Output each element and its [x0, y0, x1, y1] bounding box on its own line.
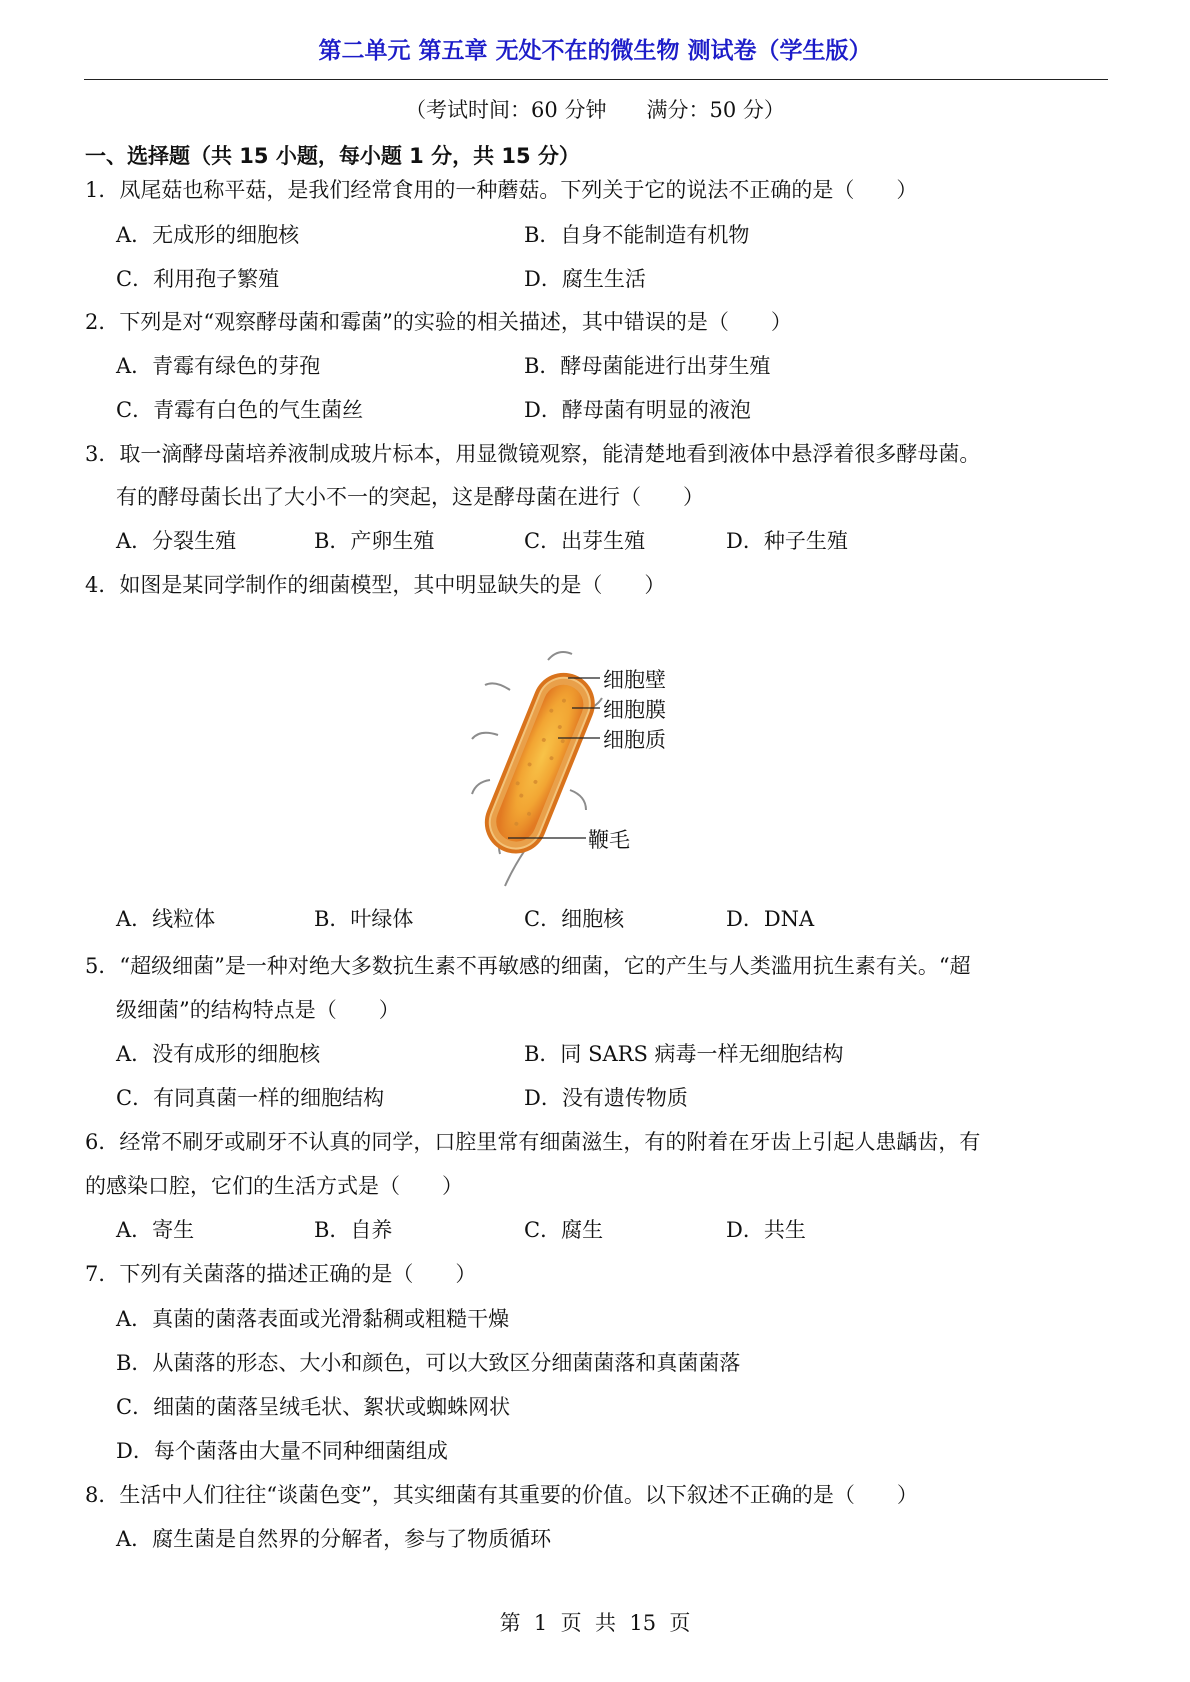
page-number: 第 1 页 共 15 页: [499, 1611, 691, 1635]
question-3-option-b: B．产卵生殖: [314, 529, 435, 553]
label-flagellum: 鞭毛: [588, 828, 630, 852]
question-6-option-c: C．腐生: [524, 1218, 604, 1242]
question-2-option-a: A．青霉有绿色的芽孢: [116, 354, 321, 378]
question-7-option-d: D．每个菌落由大量不同种细菌组成: [116, 1439, 448, 1463]
question-1-option-b: B．自身不能制造有机物: [524, 223, 750, 247]
question-5-stem-line-1: 5．“超级细菌”是一种对绝大多数抗生素不再敏感的细菌，它的产生与人类滥用抗生素有关。“超: [85, 954, 971, 978]
question-6-option-d: D．共生: [726, 1218, 806, 1242]
question-5-option-b: B．同 SARS 病毒一样无细胞结构: [524, 1042, 844, 1066]
question-3-option-a: A．分裂生殖: [116, 529, 237, 553]
question-1-option-c: C．利用孢子繁殖: [116, 267, 280, 291]
label-cell-wall: 细胞壁: [603, 668, 666, 692]
question-6-stem-line-2: 的感染口腔，它们的生活方式是（ ）: [85, 1174, 463, 1198]
question-1-option-d: D．腐生生活: [524, 267, 646, 291]
page-title: 第二单元 第五章 无处不在的微生物 测试卷（学生版）: [318, 38, 872, 64]
question-7-option-c: C．细菌的菌落呈绒毛状、絮状或蜘蛛网状: [116, 1395, 511, 1419]
question-2-option-d: D．酵母菌有明显的液泡: [524, 398, 751, 422]
question-5-option-a: A．没有成形的细胞核: [116, 1042, 321, 1066]
question-8-option-a: A．腐生菌是自然界的分解者，参与了物质循环: [116, 1527, 552, 1551]
question-7-option-a: A．真菌的菌落表面或光滑黏稠或粗糙干燥: [116, 1307, 510, 1331]
question-4-option-c: C．细胞核: [524, 907, 625, 931]
question-3-stem-line-2: 有的酵母菌长出了大小不一的突起，这是酵母菌在进行（ ）: [116, 485, 704, 509]
question-1-option-a: A．无成形的细胞核: [116, 223, 300, 247]
question-3-option-d: D．种子生殖: [726, 529, 848, 553]
label-cytoplasm: 细胞质: [603, 728, 666, 752]
question-4-option-d: D．DNA: [726, 907, 815, 931]
question-6-option-b: B．自养: [314, 1218, 393, 1242]
question-8-stem: 8．生活中人们往往“谈菌色变”，其实细菌有其重要的价值。以下叙述不正确的是（ ）: [85, 1483, 918, 1507]
question-2-option-b: B．酵母菌能进行出芽生殖: [524, 354, 771, 378]
section-title: 一、选择题（共 15 小题，每小题 1 分，共 15 分）: [85, 144, 580, 168]
bacterial-cell: [475, 663, 604, 862]
question-2-stem: 2．下列是对“观察酵母菌和霉菌”的实验的相关描述，其中错误的是（ ）: [85, 310, 792, 334]
question-2-option-c: C．青霉有白色的气生菌丝: [116, 398, 364, 422]
question-6-option-a: A．寄生: [116, 1218, 195, 1242]
bacteria-diagram: [470, 650, 730, 890]
question-3-option-c: C．出芽生殖: [524, 529, 646, 553]
question-7-stem: 7．下列有关菌落的描述正确的是（ ）: [85, 1262, 477, 1286]
question-6-stem-line-1: 6．经常不刷牙或刷牙不认真的同学，口腔里常有细菌滋生，有的附着在牙齿上引起人患龋齿，有: [85, 1130, 981, 1154]
question-7-option-b: B．从菌落的形态、大小和颜色，可以大致区分细菌菌落和真菌菌落: [116, 1351, 741, 1375]
question-4-stem: 4．如图是某同学制作的细菌模型，其中明显缺失的是（ ）: [85, 573, 666, 597]
question-5-option-d: D．没有遗传物质: [524, 1086, 688, 1110]
header-divider: [84, 79, 1108, 80]
label-cell-membrane: 细胞膜: [603, 698, 666, 722]
exam-info: （考试时间：60 分钟 满分：50 分）: [405, 98, 785, 122]
question-3-stem-line-1: 3．取一滴酵母菌培养液制成玻片标本，用显微镜观察，能清楚地看到液体中悬浮着很多酵母菌。: [85, 442, 981, 466]
question-4-option-b: B．叶绿体: [314, 907, 414, 931]
question-4-option-a: A．线粒体: [116, 907, 216, 931]
question-5-stem-line-2: 级细菌”的结构特点是（ ）: [116, 998, 400, 1022]
bacteria-model-figure: [470, 650, 730, 890]
question-1-stem: 1．凤尾菇也称平菇，是我们经常食用的一种蘑菇。下列关于它的说法不正确的是（ ）: [85, 178, 918, 202]
question-5-option-c: C．有同真菌一样的细胞结构: [116, 1086, 385, 1110]
